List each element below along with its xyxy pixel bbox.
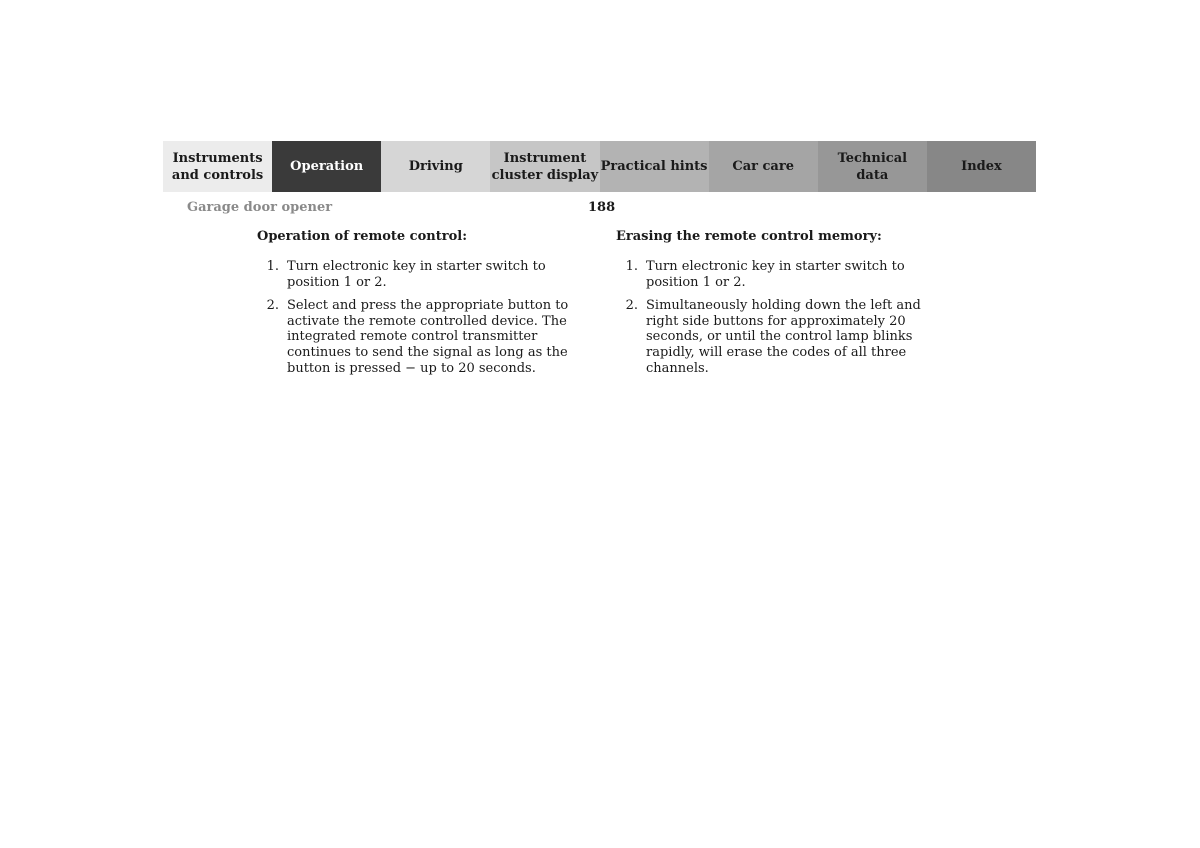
step-text: Turn electronic key in starter switch to position 1 or 2.	[646, 259, 905, 290]
list-item	[616, 259, 946, 290]
tab-driving[interactable]: Driving	[381, 141, 490, 192]
step-number: 1.	[266, 259, 279, 274]
tab-index[interactable]: Index	[927, 141, 1036, 192]
tab-technical-data[interactable]: Technical data	[818, 141, 927, 192]
step-text: Select and press the appropriate button to activate the remote controlled device. The integrated remote control transmitter continues to send the signal as long as the button is pressed − up to 20 seconds.	[287, 298, 569, 376]
tab-car-care[interactable]: Car care	[709, 141, 818, 192]
section-title: Garage door opener	[187, 200, 333, 215]
tab-instrument-cluster-display[interactable]: Instrument cluster display	[490, 141, 599, 192]
step-text: Simultaneously holding down the left and right side buttons for approximately 20 seconds, or until the control lamp blinks rapidly, will erase the codes of all three channels.	[646, 298, 921, 376]
operation-steps	[257, 259, 587, 376]
chapter-tab-bar	[163, 141, 1036, 192]
list-item	[257, 298, 587, 376]
erasing-column	[616, 229, 946, 384]
list-item	[616, 298, 946, 376]
tab-practical-hints[interactable]: Practical hints	[600, 141, 709, 192]
erasing-steps	[616, 259, 946, 376]
tab-operation[interactable]: Operation	[272, 141, 381, 192]
step-number: 2.	[625, 298, 638, 314]
tab-instruments-and-controls[interactable]: Instruments and controls	[163, 141, 272, 192]
step-number: 1.	[625, 259, 638, 274]
operation-heading: Operation of remote control:	[257, 229, 467, 244]
page-number: 188	[588, 200, 616, 215]
erasing-heading: Erasing the remote control memory:	[616, 229, 882, 244]
list-item	[257, 259, 587, 290]
step-number: 2.	[266, 298, 279, 314]
step-text: Turn electronic key in starter switch to position 1 or 2.	[287, 259, 546, 290]
operation-column	[257, 229, 587, 384]
